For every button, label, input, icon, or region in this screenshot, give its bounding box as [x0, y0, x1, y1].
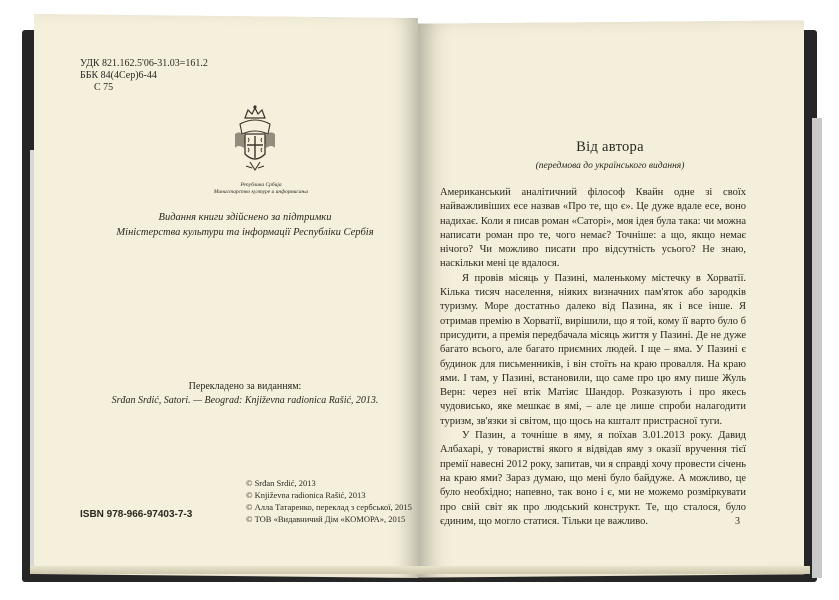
isbn: ISBN 978-966-97403-7-3 [80, 509, 193, 520]
cover-right-edge [812, 118, 822, 578]
coat-caption-ministry: Министарство културе и информисања [213, 189, 309, 195]
translation-source [90, 380, 400, 408]
page-block-edge [30, 566, 810, 574]
support-line-1: Видання книги здійснено за підтримки [158, 212, 332, 223]
udk-code: УДК 821.162.5'06-31.03=161.2 [80, 58, 208, 69]
translation-heading: Перекладено за виданням: [188, 381, 302, 392]
preface-body [440, 186, 746, 529]
bbk-code: ББК 84(4Сер)6-44 [80, 70, 157, 81]
catalog-codes [80, 58, 208, 94]
paragraph: У Пазин, а точніше в яму, я поїхав 3.01.2013 року. Давид Албахарі, у товаристві якого я відвідав яму з оказії вручення тієї премії навесні 2012 року, запитав, чи я справді хочу провести січень на краю ями? Зараз думаю, що мені було байдуже. А можливо, це було необхідно; напевно, так воно і є, ми не можемо розміркувати про свій світ як про людський конструкт. Те, що сталося, було єдиним, що могло статися. Тільки це важливо. [440, 430, 746, 527]
translation-original: Srđan Srdić, Satori. — Beograd: Književna radionica Rašić, 2013. [111, 395, 379, 406]
paragraph: Я провів місяць у Пазині, маленькому містечку в Хорватії. Кілька тисяч населення, ніяких визначних пам'яток або зародків туризму. Море достатньо далеко від Пазина, як і все інше. Я отримав премію в Хорватії, вирішили, що я той, кому її варто було б присудити, а премія передбачала місяць життя у Пазині. Де не дуже багато всього, але багато приємних людей. І ще – яма. У Пазині є будинок для письменників, і він стоїть на краю провалля. На краю ями. І там, у Пазині, встановили, що саме про цю яму пише Жуль Верн: через неї втік Матіяс Шандор. Розказують і про якесь чудовисько, яке мешкає в ямі, – але це лише спроби налагодити туризм, зв'язки зі світом, що щось на кшталт пристрасної туги. [440, 272, 746, 427]
copyright-line: © Алла Татаренко, переклад з сербської, 2015 [246, 502, 412, 512]
support-line-2: Міністерства культури та інформації Республіки Сербія [116, 227, 374, 238]
copyright-block [246, 477, 412, 525]
preface-subtitle: (передмова до українського видання) [535, 161, 685, 171]
paragraph: Американський аналітичний філософ Квайн одне зі своїх найважливіших есе назвав «Про те, що є». Це дуже вдале есе, воно надихає. Коли я писав роман «Саторі», моя ідея була така: чи можна написати роман про те, чого немає? Точніше: а що, якщо немає нічого? Чи можливо писати про відсутність усього? Не знаю, наскільки мені це вдалося. [440, 187, 746, 270]
copyright-line: © Književna radionica Rašić, 2013 [246, 490, 366, 500]
copyright-line: © ТОВ «Видавничий Дім «КОМОРА», 2015 [246, 514, 406, 524]
serbia-coat-of-arms-icon [232, 104, 278, 176]
page-number: 3 [735, 516, 740, 527]
coat-caption-country: Република Србија [240, 182, 282, 188]
preface-title: Від автора [576, 139, 644, 155]
copyright-line: © Srđan Srdić, 2013 [246, 478, 316, 488]
author-code: С 75 [94, 82, 114, 93]
coat-caption [206, 182, 316, 196]
support-note [90, 210, 400, 240]
